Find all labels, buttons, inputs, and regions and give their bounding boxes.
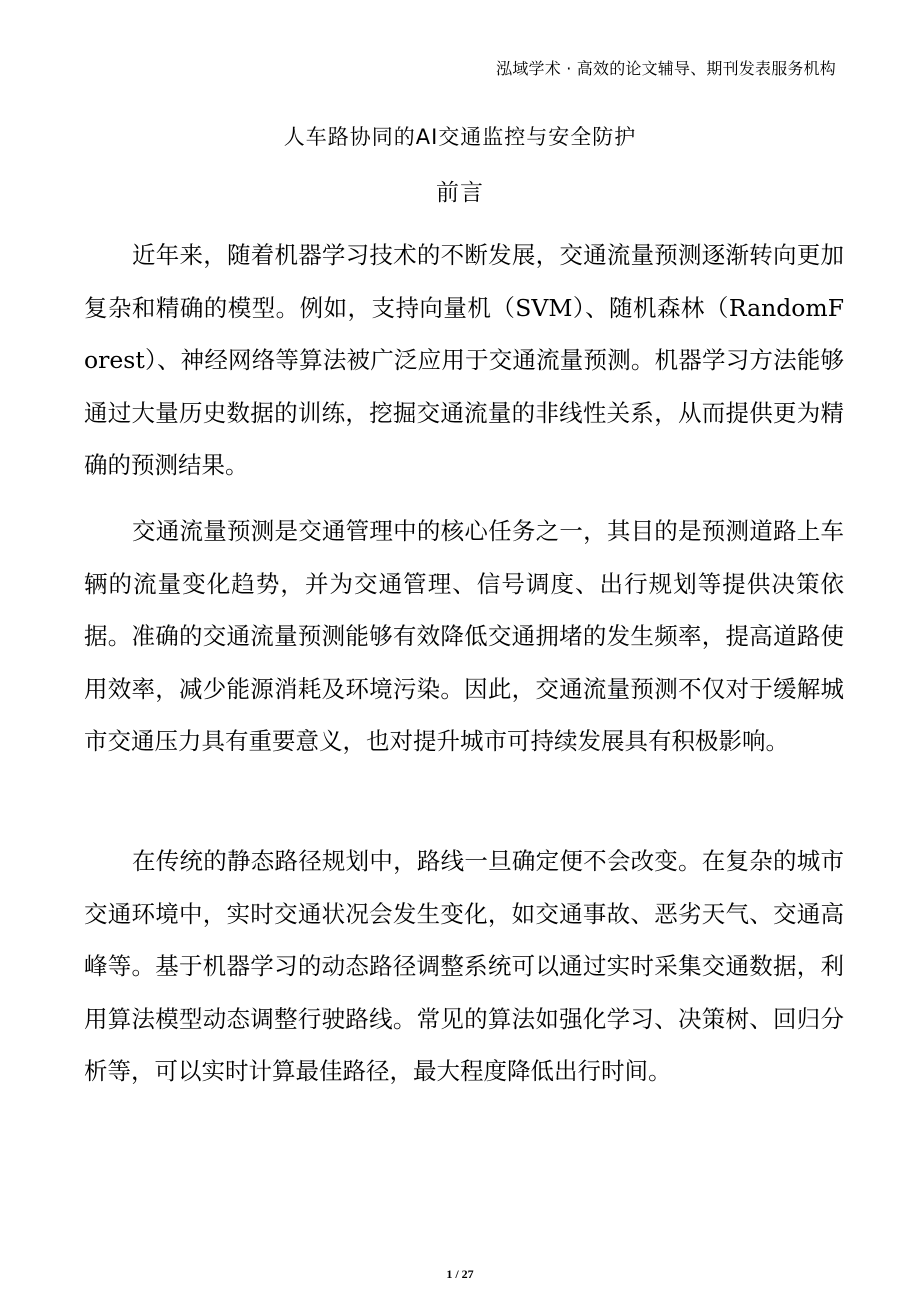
section-heading: 前言 (436, 180, 484, 206)
page-header: 泓域学术 · 高效的论文辅导、期刊发表服务机构 (496, 59, 836, 78)
body-paragraph: 交通流量预测是交通管理中的核心任务之一，其目的是预测道路上车辆的流量变化趋势，并为交通管理、信号调度、出行规划等提供决策依据。准确的交通流量预测能够有效降低交通拥堵的发生频率，提高道路使用效率，减少能源消耗及环境污染。因此，交通流量预测不仅对于缓解城市交通压力具有重要意义，也对提升城市可持续发展具有积极影响。 (84, 517, 844, 755)
page-number: 1 / 27 (446, 1267, 474, 1281)
document-title: 人车路协同的AI交通监控与安全防护 (283, 125, 637, 149)
body-paragraph: 近年来，随着机器学习技术的不断发展，交通流量预测逐渐转向更加复杂和精确的模型。例如，支持向量机（SVM）、随机森林（RandomForest）、神经网络等算法被广泛应用于交通流量预测。机器学习方法能够通过大量历史数据的训练，挖掘交通流量的非线性关系，从而提供更为精确的预测结果。 (84, 241, 844, 479)
body-paragraph: 在传统的静态路径规划中，路线一旦确定便不会改变。在复杂的城市交通环境中，实时交通状况会发生变化，如交通事故、恶劣天气、交通高峰等。基于机器学习的动态路径调整系统可以通过实时采集交通数据，利用算法模型动态调整行驶路线。常见的算法如强化学习、决策树、回归分析等，可以实时计算最佳路径，最大程度降低出行时间。 (84, 847, 844, 1085)
